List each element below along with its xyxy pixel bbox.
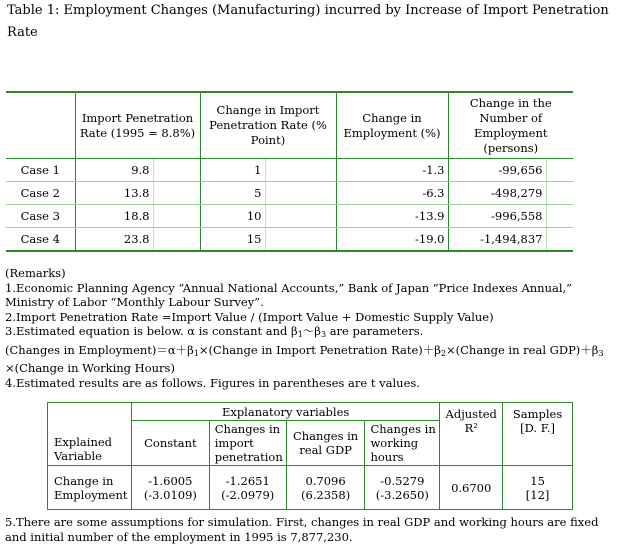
case-label: Case 4: [6, 228, 75, 252]
ipr-value: 18.8: [75, 205, 153, 228]
table-row: [6, 159, 573, 182]
remarks-heading: (Remarks): [5, 266, 66, 280]
case-label: Case 3: [6, 205, 75, 228]
ipr-value: 23.8: [75, 228, 153, 252]
samples-header: Samples [D. F.]: [503, 403, 573, 466]
remarks-section: [5, 266, 617, 390]
table-row: [48, 466, 573, 510]
chg-ipr-value: 5: [200, 182, 265, 205]
estimated-equation-cont: ×(Change in Working Hours): [5, 361, 175, 375]
hours-cell: -0.5279 (-3.2650): [365, 466, 440, 510]
chg-ipr-value: 15: [200, 228, 265, 252]
chg-num-value: -1,494,837: [448, 228, 546, 252]
explained-variable-header: Explained Variable: [48, 403, 132, 466]
chg-emp-value: -1.3: [336, 159, 448, 182]
estimated-equation: (Changes in $Employment)=\alpha+\beta_1\times(Change$ in Import Penetration $Rate)+\beta_2\times(Change$ in real $GDP)+\beta_3$: [5, 342, 604, 358]
row-label: Change in Employment: [48, 466, 132, 510]
table-row: [6, 205, 573, 228]
explanatory-variables-header: Explanatory variables: [131, 403, 439, 421]
r2-cell: 0.6700: [440, 466, 503, 510]
import-cell: -1.2651 (-2.0979): [209, 466, 286, 510]
gdp-cell: 0.7096 (6.2358): [286, 466, 365, 510]
header-import-penetration-rate: Import Penetration Rate (1995 = 8.8%): [75, 92, 200, 159]
header-change-in-employment: Change in Employment (%): [336, 92, 448, 159]
table-row: [6, 228, 573, 252]
employment-changes-table: [6, 91, 573, 252]
table-row: [6, 182, 573, 205]
chg-emp-value: -6.3: [336, 182, 448, 205]
real-gdp-header: Changes in real GDP: [286, 421, 365, 466]
ipr-value: 13.8: [75, 182, 153, 205]
chg-ipr-value: 10: [200, 205, 265, 228]
remark-5: 5.There are some assumptions for simulation. First, changes in real GDP and working hours are fixed and initial number of the employment in 1995 is 7,877,230.: [5, 515, 599, 544]
working-hours-header: Changes in working hours: [365, 421, 440, 466]
estimation-results-table: [47, 402, 573, 510]
header-change-in-number: Change in the Number of Employment (persons): [448, 92, 573, 159]
remark-1: 1.Economic Planning Agency “Annual National Accounts,” Bank of Japan “Price Indexes Annual,” Ministry of Labor “Monthly Labour Survey”.: [5, 280, 573, 309]
remark-2: 2.Import Penetration Rate =Import Value / (Import Value + Domestic Supply Value): [5, 309, 494, 324]
samples-cell: 15 [12]: [503, 466, 573, 510]
ipr-value: 9.8: [75, 159, 153, 182]
remark-3: 3.Estimated equation is below. α is constant and $\beta_1\sim\beta_3$ are parameters.: [5, 324, 424, 339]
header-change-in-ipr: Change in Import Penetration Rate (% Point): [200, 92, 336, 159]
chg-emp-value: -13.9: [336, 205, 448, 228]
constant-header: Constant: [131, 421, 209, 466]
chg-num-value: -498,279: [448, 182, 546, 205]
case-label: Case 1: [6, 159, 75, 182]
chg-num-value: -996,558: [448, 205, 546, 228]
remark-4: 4.Estimated results are as follows. Figures in parentheses are t values.: [5, 375, 420, 390]
table-title: Table 1: Employment Changes (Manufacturing) incurred by Increase of Import Penetration Rate: [7, 3, 609, 40]
import-penetration-header: Changes in import penetration: [209, 421, 286, 466]
chg-num-value: -99,656: [448, 159, 546, 182]
chg-ipr-value: 1: [200, 159, 265, 182]
case-label: Case 2: [6, 182, 75, 205]
constant-cell: -1.6005 (-3.0109): [131, 466, 209, 510]
adjusted-r2-header: Adjusted R²: [440, 403, 503, 466]
chg-emp-value: -19.0: [336, 228, 448, 252]
